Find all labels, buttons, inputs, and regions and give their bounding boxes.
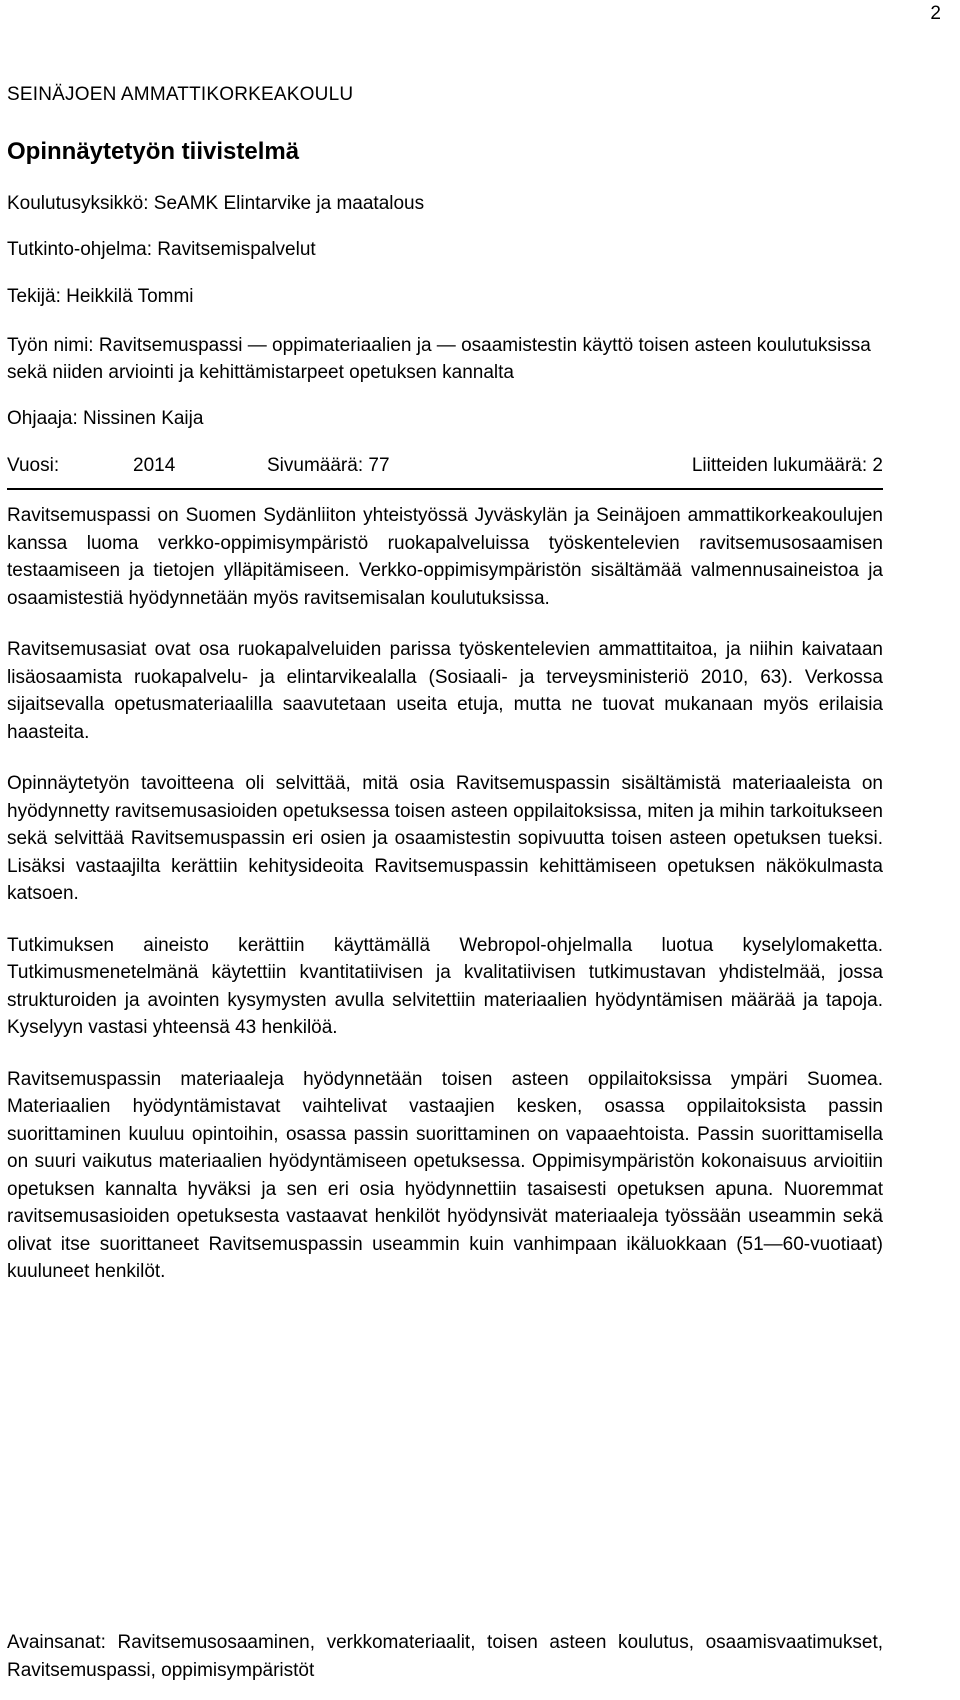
abstract-paragraph: Ravitsemusasiat ovat osa ruokapalveluiden parissa työskentelevien ammattitaitoa, ja niihin kaivataan lisäosaamista ruokapalvelu- ja elintarvikealalla (Sosiaali- ja terveysministeriö 2010, 63). Verkossa sijaitsevalla opetusmateriaalilla saavutetaan useita etuja, mutta ne tuovat mukanaan myös erilaisia haasteita. [7, 639, 883, 743]
page-number: 2 [930, 3, 941, 24]
degree-unit: Koulutusyksikkö: SeAMK Elintarvike ja maatalous [7, 193, 425, 214]
year-and-pages [7, 452, 390, 479]
page-title: Opinnäytetyön tiivistelmä [7, 138, 300, 165]
abstract-page [7, 80, 883, 1286]
thesis-stats [7, 452, 883, 479]
author: Tekijä: Heikkilä Tommi [7, 286, 194, 307]
school-name: SEINÄJOEN AMMATTIKORKEAKOULU [7, 84, 354, 105]
abstract-body [7, 502, 883, 1286]
supervisor: Ohjaaja: Nissinen Kaija [7, 408, 204, 429]
abstract-paragraph: Tutkimuksen aineisto kerättiin käyttämällä Webropol-ohjelmalla luotua kyselylomaketta. Tutkimusmenetelmänä käytettiin kvantitatiivisen ja kvalitatiivisen tutkimustavan yhdistelmää, jossa strukturoiden ja avointen kysymysten avulla selvitettiin materiaalien hyödyntämisen määrää ja tapoja. Kyselyyn vastasi yhteensä 43 henkilöä. [7, 934, 883, 1038]
degree-programme: Tutkinto-ohjelma: Ravitsemispalvelut [7, 239, 316, 260]
year-label: Vuosi: [7, 455, 60, 476]
attachment-count: Liitteiden lukumäärä: 2 [691, 455, 883, 476]
divider [7, 488, 883, 490]
keywords: Avainsanat: Ravitsemusosaaminen, verkkomateriaalit, toisen asteen koulutus, osaamisvaatimukset, Ravitsemuspassi, oppimisympäristöt [7, 1632, 883, 1681]
abstract-paragraph: Ravitsemuspassin materiaaleja hyödynnetään toisen asteen oppilaitoksissa ympäri Suomea. Materiaalien hyödyntämistavat vaihtelivat vastaajien kesken, osassa oppilaitoksista passin suorittaminen kuuluu opintoihin, osassa passin suorittaminen on vapaaehtoista. Passin suorittamisella on suuri vaikutus materiaalien hyödyntämiseen opetuksessa. Oppimisympäristön kokonaisuus arvioitiin opetuksen kannalta hyväksi ja sen eri osia hyödynnettiin tasaisesti opetuksen apuna. Nuoremmat ravitsemusasioiden opetuksesta vastaavat henkilöt hyödynsivät materiaaleja työssään useammin sekä olivat itse suorittaneet Ravitsemuspassin useammin kuin vanhimpaan ikäluokkaan (51—60-vuotiaat) kuuluneet henkilöt. [7, 1068, 883, 1282]
page-count: Sivumäärä: 77 [267, 455, 390, 476]
thesis-title: Työn nimi: Ravitsemuspassi — oppimateriaalien ja — osaamistestin käyttö toisen asteen koulutuksissa sekä niiden arviointi ja kehittämistarpeet opetuksen kannalta [7, 335, 871, 383]
abstract-paragraph: Opinnäytetyön tavoitteena oli selvittää, mitä osia Ravitsemuspassin sisältämistä materiaaleista on hyödynnetty ravitsemusasioiden opetuksessa toisen asteen oppilaitoksissa, miten ja mihin tarkoitukseen sekä selvittää Ravitsemuspassin eri osien ja osaamistestin sopivuutta toisen asteen opetuksen tueksi. Lisäksi vastaajilta kerättiin kehitysideoita Ravitsemuspassin kehittämiseen opetuksen näkökulmasta katsoen. [7, 773, 883, 904]
year-value: 2014 [133, 455, 176, 476]
abstract-paragraph: Ravitsemuspassi on Suomen Sydänliiton yhteistyössä Jyväskylän ja Seinäjoen ammattikorkeakoulujen kanssa luoma verkko-oppimisympäristö ruokapalveluissa työskentelevien ravitsemusosaamisen testaamiseen ja tietojen ylläpitämiseen. Verkko-oppimisympäristön sisältämää valmennusaineistoa ja osaamistestiä hyödynnetään myös ravitsemisalan koulutuksissa. [7, 505, 883, 609]
